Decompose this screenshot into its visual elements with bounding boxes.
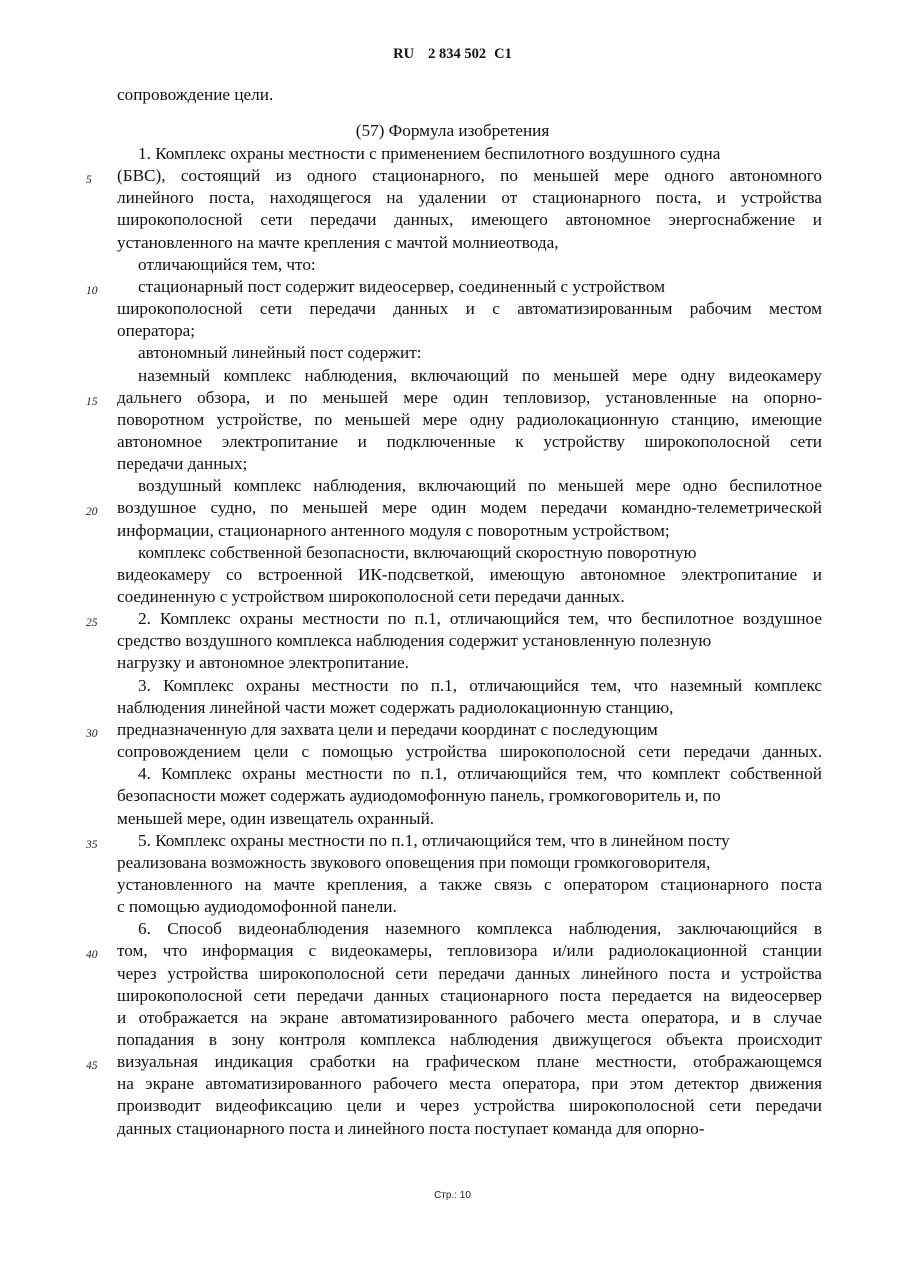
lead-line: сопровождение цели. (117, 85, 274, 104)
line-number-marker: 40 (86, 949, 98, 962)
patent-header (0, 46, 905, 63)
claim-text-line: попадания в зону контроля комплекса наблюдения движущегося объекта происходит (117, 1030, 822, 1049)
claim-text-line: нагрузку и автономное электропитание. (117, 653, 409, 673)
claim-text-line: сопровождением цели с помощью устройства широкополосной сети передачи данных. (117, 742, 822, 762)
claim-text-line: отличающийся тем, что: (138, 254, 316, 274)
claim-text-line: видеокамеру со встроенной ИК-подсветкой, имеющую автономное электропитание и (117, 564, 822, 584)
claim-text-line: установленного на мачте крепления, а также связь с оператором стационарного поста (117, 874, 822, 894)
claim-text-line: том, что информация с видеокамеры, тепловизора и/или радиолокационной станции (117, 941, 822, 961)
claim-text-line: наблюдения линейной части может содержать радиолокационную станцию, (117, 697, 674, 717)
claim-text-line: (БВС), состоящий из одного стационарного, по меньшей мере одного автономного (117, 166, 822, 186)
line-number-marker: 25 (86, 617, 98, 630)
claim-text-line: передачи данных; (117, 454, 248, 474)
line-number-marker: 20 (86, 506, 98, 519)
claim-text-line: автономный линейный пост содержит: (138, 343, 422, 363)
claim-text-line: безопасности может содержать аудиодомофонную панель, громкоговоритель и, по (117, 786, 721, 806)
claim-text-line: через устройства широкополосной сети передачи данных линейного поста и устройства (117, 963, 822, 983)
line-number-marker: 45 (86, 1060, 98, 1073)
claim-text-line: 4. Комплекс охраны местности по п.1, отличающийся тем, что комплект собственной (138, 764, 822, 784)
claim-text-line: 2. Комплекс охраны местности по п.1, отличающийся тем, что беспилотное воздушное (138, 609, 822, 629)
claim-text-line: и отображается на экране автоматизированного рабочего места оператора, и в случае (117, 1007, 822, 1027)
claim-text-line: данных стационарного поста и линейного поста поступает команда для опорно- (117, 1118, 705, 1138)
claim-text-line: средство воздушного комплекса наблюдения содержит установленную полезную (117, 631, 712, 651)
claim-text-line: визуальная индикация сработки на графическом плане местности, отображающемся (117, 1052, 822, 1072)
claim-text-line: меньшей мере, один извещатель охранный. (117, 808, 435, 828)
claim-text-line: поворотном устройстве, по меньшей мере одну радиолокационную станцию, имеющие (117, 409, 822, 429)
claim-text-line: воздушное судно, по меньшей мере один модем передачи командно-телеметрической (117, 498, 822, 518)
claim-text-line: линейного поста, находящегося на удалении от стационарного поста, и устройства (117, 188, 822, 208)
claim-text-line: информации, стационарного антенного модуля с поворотным устройством; (117, 520, 670, 540)
claim-text-line: предназначенную для захвата цели и передачи координат с последующим (117, 719, 658, 739)
claim-text-line: 5. Комплекс охраны местности по п.1, отличающийся тем, что в линейном посту (138, 830, 730, 850)
claim-text-line: широкополосной сети передачи данных и с автоматизированным рабочим местом (117, 299, 822, 319)
line-number-marker: 10 (86, 284, 98, 297)
claim-text-line: комплекс собственной безопасности, включающий скоростную поворотную (138, 542, 697, 562)
claim-text-line: широкополосной сети передачи данных, имеющего автономное энергоснабжение и (117, 210, 822, 230)
claim-text-line: 6. Способ видеонаблюдения наземного комплекса наблюдения, заключающийся в (138, 919, 822, 939)
claim-text-line: реализована возможность звукового оповещения при помощи громкоговорителя, (117, 852, 711, 872)
line-number-marker: 15 (86, 395, 98, 408)
claim-text-line: оператора; (117, 321, 196, 341)
claim-text-line: широкополосной сети передачи данных стационарного поста передается на видеосервер (117, 985, 822, 1005)
line-number-marker: 30 (86, 727, 98, 740)
claim-text-line: наземный комплекс наблюдения, включающий по меньшей мере одну видеокамеру (138, 365, 822, 385)
line-number-marker: 5 (86, 174, 92, 187)
claim-text-line: на экране автоматизированного рабочего места оператора, при этом детектор движения (117, 1074, 822, 1094)
claim-text-line: установленного на мачте крепления с мачтой молниеотвода, (117, 232, 559, 252)
section-title: (57) Формула изобретения (355, 121, 550, 140)
claim-text-line: соединенную с устройством широкополосной сети передачи данных. (117, 587, 625, 606)
line-number-marker: 35 (86, 838, 98, 851)
claim-text-line: стационарный пост содержит видеосервер, соединенный с устройством (138, 276, 666, 296)
kind-code: C1 (494, 46, 512, 62)
claim-text-line: воздушный комплекс наблюдения, включающий по меньшей мере одно беспилотное (138, 476, 822, 496)
page-footer: Стр.: 10 (434, 1190, 471, 1201)
claim-text-line: 1. Комплекс охраны местности с применением беспилотного воздушного судна (138, 144, 721, 163)
patent-number: 2 834 502 (428, 46, 487, 62)
claim-text-line: автономное электропитание и подключенные к устройству широкополосной сети (117, 431, 822, 451)
country-code: RU (393, 46, 415, 62)
claim-text-line: с помощью аудиодомофонной панели. (117, 897, 397, 917)
claim-text-line: 3. Комплекс охраны местности по п.1, отличающийся тем, что наземный комплекс (138, 675, 822, 695)
claim-text-line: дальнего обзора, и по меньшей мере один тепловизор, установленные на опорно- (117, 387, 822, 407)
claim-text-line: производит видеофиксацию цели и через устройства широкополосной сети передачи (117, 1096, 822, 1116)
